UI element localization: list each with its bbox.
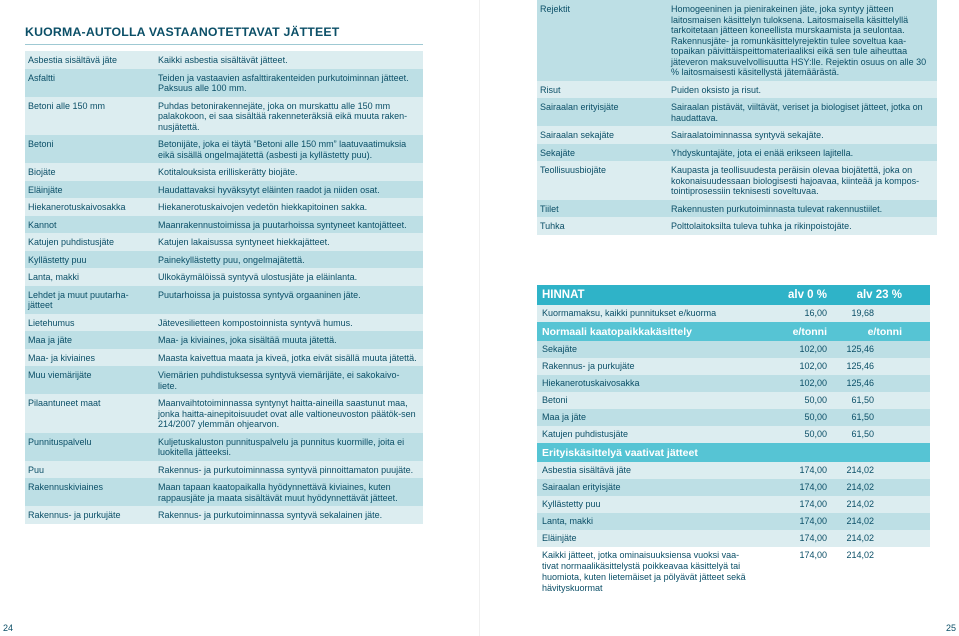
price-row (537, 426, 930, 443)
waste-type-label: Rejektit (540, 4, 571, 14)
waste-type-label: Betoni (28, 139, 54, 149)
waste-type-label: Maa- ja kiviaines (28, 352, 96, 363)
title-divider (25, 44, 423, 45)
table-row (537, 98, 937, 126)
price-header-vat0: alv 0 % (788, 289, 827, 301)
price-row-label: Kaikki jätteet, jotka ominaisuuksiensa vuoksi vaa-tivat normaalikäsittelystä poikkeavaa käsittelyä tai huomiota, kuten lietemäiset ja pölyävät jätteet sekä hävityskuormat (542, 550, 746, 593)
price-row-vat23: 214,02 (846, 499, 874, 509)
waste-type-description: Rakennus- ja purkutoiminnassa syntyvä sekalainen jäte. (158, 510, 383, 520)
price-row-vat23: 214,02 (846, 465, 874, 475)
normal-disposal-unit-vat23: e/tonni (867, 325, 902, 338)
page-title: KUORMA-AUTOLLA VASTAANOTETTAVAT JÄTTEET (25, 25, 340, 39)
price-row (537, 479, 930, 496)
special-treatment-header (537, 443, 930, 462)
normal-disposal-rows (537, 341, 930, 443)
price-header-vat23: alv 23 % (856, 289, 902, 301)
waste-type-label: Tuhka (540, 221, 565, 231)
waste-type-description: Katujen lakaisussa syntyneet hiekkajätteet. (158, 237, 330, 247)
table-row (25, 198, 423, 216)
waste-type-description: Sairaalatoiminnassa syntyvä sekajäte. (671, 130, 824, 140)
waste-type-description: Painekyllästetty puu, ongelmajätettä. (158, 254, 305, 265)
price-row-vat23: 214,02 (846, 482, 874, 492)
waste-type-label: Biojäte (28, 167, 56, 177)
price-row (537, 496, 930, 513)
price-row (537, 305, 930, 322)
table-row (25, 286, 423, 314)
waste-type-label: Punnituspalvelu (28, 436, 92, 447)
waste-type-description: Kaikki asbestia sisältävät jätteet. (158, 55, 288, 65)
waste-type-label: Sekajäte (540, 147, 576, 158)
table-row (25, 349, 423, 367)
price-row-vat23: 214,02 (846, 550, 874, 560)
waste-type-description: Kaupasta ja teollisuudesta peräisin olevaa biojätettä, joka on kokonaisuudessaan biologisesti hajoavaa, kiinteää ja kompos-tointiprosessiin teknisesti soveltuvaa. (671, 165, 920, 196)
waste-type-table-continued (537, 0, 937, 235)
price-row-vat0: 50,00 (804, 429, 827, 439)
table-row (537, 161, 937, 200)
waste-type-description: Sairaalan pistävät, viiltävät, veriset ja biologiset jätteet, jotka on haudattava. (671, 102, 923, 123)
waste-type-description: Rakennus- ja purkutoiminnassa syntyvä pinnoittamaton puujäte. (158, 464, 414, 475)
table-row (25, 69, 423, 97)
price-row-vat23: 125,46 (846, 361, 874, 371)
special-treatment-rows (537, 462, 930, 597)
right-page (480, 0, 959, 636)
price-row (537, 547, 930, 597)
price-row-vat0: 50,00 (804, 395, 827, 405)
waste-type-label: Lehdet ja muut puutarha-jätteet (28, 289, 129, 310)
price-row (537, 530, 930, 547)
waste-type-label: Pilaantuneet maat (28, 398, 101, 408)
waste-type-description: Puhdas betonirakennejäte, joka on murskattu alle 150 mm palakokoon, ei saa sisältää rakenneteräksiä eikä muuta raken-nusjätettä. (158, 100, 408, 132)
waste-type-description: Yhdyskuntajäte, jota ei enää erikseen lajitella. (671, 147, 854, 158)
waste-type-label: Hiekanerotuskaivosakka (28, 202, 126, 212)
price-row-label: Hiekanerotuskaivosakka (542, 378, 640, 388)
waste-type-label: Maa ja jäte (28, 335, 73, 345)
table-row (25, 51, 423, 69)
table-row (25, 216, 423, 234)
table-row (25, 181, 423, 199)
waste-type-label: Eläinjäte (28, 184, 63, 195)
waste-type-description: Maasta kaivettua maata ja kiveä, jotka eivät sisällä muuta jätettä. (158, 352, 417, 363)
price-row (537, 409, 930, 426)
price-header-title: HINNAT (542, 289, 585, 301)
price-row-vat0: 174,00 (799, 533, 827, 543)
waste-type-label: Asbestia sisältävä jäte (28, 55, 118, 65)
waste-type-description: Jätevesilietteen kompostoinnista syntyvä humus. (158, 317, 353, 328)
waste-type-description: Hiekanerotuskaivojen vedetön hiekkapitoinen sakka. (158, 202, 368, 212)
waste-type-label: Betoni alle 150 mm (28, 100, 106, 111)
waste-type-label: Asfaltti (28, 72, 56, 83)
table-row (25, 394, 423, 433)
waste-type-description: Betonijäte, joka ei täytä ”Betoni alle 150 mm” laatuvaatimuksia eikä sisällä ongelmajätettä (asbesti ja kyllästetty puu). (158, 139, 407, 160)
waste-type-label: Lanta, makki (28, 272, 80, 282)
waste-type-description: Rakennusten purkutoiminnasta tulevat rakennustiilet. (671, 203, 883, 214)
price-row-vat0: 174,00 (799, 465, 827, 475)
page-number: 25 (945, 623, 956, 633)
waste-type-label: Rakennuskiviaines (28, 482, 104, 492)
price-table (537, 285, 930, 597)
waste-type-description: Kuljetuskaluston punnituspalvelu ja punnitus kuormille, joita ei luokitella jätteeksi. (158, 436, 405, 457)
price-row-vat0: 174,00 (799, 550, 827, 560)
waste-type-description: Polttolaitoksilta tuleva tuhka ja rikinpoistojäte. (671, 221, 852, 231)
price-row-label: Katujen puhdistusjäte (542, 429, 629, 439)
normal-disposal-title: Normaali kaatopaikkakäsittely (542, 325, 692, 338)
waste-type-label: Katujen puhdistusjäte (28, 237, 115, 247)
table-row (25, 251, 423, 269)
price-row-vat23: 61,50 (851, 412, 874, 422)
waste-type-label: Puu (28, 464, 45, 475)
price-row-vat0: 16,00 (804, 308, 827, 318)
table-row (25, 366, 423, 394)
price-row-label: Lanta, makki (542, 516, 594, 526)
price-row-label: Rakennus- ja purkujäte (542, 361, 635, 371)
price-row-label: Kuormamaksu, kaikki punnitukset e/kuorma (542, 308, 717, 318)
price-row-label: Sairaalan erityisjäte (542, 482, 621, 492)
waste-type-table (25, 51, 423, 524)
table-row (25, 233, 423, 251)
table-row (537, 217, 937, 235)
price-row (537, 392, 930, 409)
price-row-label: Kyllästetty puu (542, 499, 601, 509)
price-row-vat0: 102,00 (799, 344, 827, 354)
special-treatment-title: Erityiskäsittelyä vaativat jätteet (542, 446, 698, 459)
price-row-vat0: 102,00 (799, 378, 827, 388)
normal-disposal-unit-vat0: e/tonni (792, 325, 827, 338)
price-row-vat23: 125,46 (846, 344, 874, 354)
price-row-vat0: 50,00 (804, 412, 827, 422)
table-row (25, 268, 423, 286)
waste-type-description: Maanvaihtotoiminnassa syntynyt haitta-aineilla saastunut maa, jonka haitta-ainepitoisuudet ovat alle valtioneuvoston päätök-sen 214/2007 ylemmän ohjearvon. (158, 398, 416, 429)
waste-type-description: Maa- ja kiviaines, joka sisältää muuta jätettä. (158, 335, 337, 345)
table-row (537, 126, 937, 144)
price-row-vat23: 125,46 (846, 378, 874, 388)
table-row (25, 97, 423, 136)
waste-type-description: Puutarhoissa ja puistossa syntyvä orgaaninen jäte. (158, 289, 361, 300)
waste-type-label: Rakennus- ja purkujäte (28, 510, 121, 520)
table-row (25, 433, 423, 461)
price-row (537, 462, 930, 479)
waste-type-label: Lietehumus (28, 317, 75, 328)
waste-type-label: Teollisuusbiojäte (540, 165, 607, 175)
waste-type-description: Teiden ja vastaavien asfalttirakenteiden purkutoiminnan jätteet. Paksuus alle 100 mm. (158, 72, 409, 93)
table-row (537, 81, 937, 99)
price-row-vat23: 214,02 (846, 516, 874, 526)
waste-type-description: Puiden oksisto ja risut. (671, 84, 762, 95)
price-row-vat23: 214,02 (846, 533, 874, 543)
table-row (537, 200, 937, 218)
price-row-label: Eläinjäte (542, 533, 577, 543)
waste-type-description: Maan tapaan kaatopaikalla hyödynnettävä kiviaines, kuten rappausjäte ja maata sisältävät muut hyödynnettävät jätteet. (158, 482, 398, 503)
price-row-label: Betoni (542, 395, 568, 405)
table-row (25, 163, 423, 181)
table-row (25, 331, 423, 349)
price-row-vat0: 174,00 (799, 482, 827, 492)
table-row (25, 461, 423, 479)
waste-type-label: Risut (540, 84, 561, 95)
table-row (25, 135, 423, 163)
waste-type-label: Tiilet (540, 203, 559, 214)
price-row-vat0: 174,00 (799, 499, 827, 509)
waste-type-description: Homogeeninen ja pienirakeinen jäte, joka syntyy jätteen laitosmaisen käsittelyn tuloksena. Laitosmaisella käsittelyllä tarkoitetaan jätteen koneellista murskaamista ja seulontaa. Rakennusjäte- ja romunkäsittelyrejektin tulee soveltua kaa-topaikan päivittäispeittomateriaaliksi eikä sen tule aiheuttaa jäteveron maksuvelvollisuutta HSY:lle. Rejektin osuus on alle 30 % laitosmaisesti käsitellystä jätemäärästä. (671, 4, 927, 77)
page-number: 24 (3, 623, 14, 633)
waste-type-label: Sairaalan sekajäte (540, 130, 615, 140)
price-row-vat23: 19,68 (851, 308, 874, 318)
waste-type-label: Sairaalan erityisjäte (540, 102, 619, 112)
waste-type-description: Kotitalouksista erilliskerätty biojäte. (158, 167, 298, 177)
price-row-label: Asbestia sisältävä jäte (542, 465, 632, 475)
price-row-vat0: 102,00 (799, 361, 827, 371)
table-row (537, 0, 937, 81)
waste-type-label: Kyllästetty puu (28, 254, 87, 265)
price-row (537, 341, 930, 358)
price-row (537, 358, 930, 375)
waste-type-description: Haudattavaksi hyväksytyt eläinten raadot ja niiden osat. (158, 184, 380, 195)
price-row-label: Sekajäte (542, 344, 578, 354)
table-row (537, 144, 937, 162)
normal-disposal-header (537, 322, 930, 341)
waste-type-description: Viemärien puhdistuksessa syntyvä viemärijäte, ei sakokaivo-liete. (158, 370, 400, 391)
price-row (537, 375, 930, 392)
table-row (25, 478, 423, 506)
waste-type-label: Kannot (28, 219, 57, 230)
price-row-label: Maa ja jäte (542, 412, 587, 422)
price-row (537, 513, 930, 530)
price-header (537, 285, 930, 305)
waste-type-label: Muu viemärijäte (28, 370, 92, 380)
waste-type-description: Maanrakennustoimissa ja puutarhoissa syntyneet kantojätteet. (158, 219, 407, 230)
table-row (25, 314, 423, 332)
table-row (25, 506, 423, 524)
waste-type-description: Ulkokäymälöissä syntyvä ulostusjäte ja eläinlanta. (158, 272, 358, 282)
price-row-vat23: 61,50 (851, 395, 874, 405)
price-row-vat0: 174,00 (799, 516, 827, 526)
price-row-vat23: 61,50 (851, 429, 874, 439)
